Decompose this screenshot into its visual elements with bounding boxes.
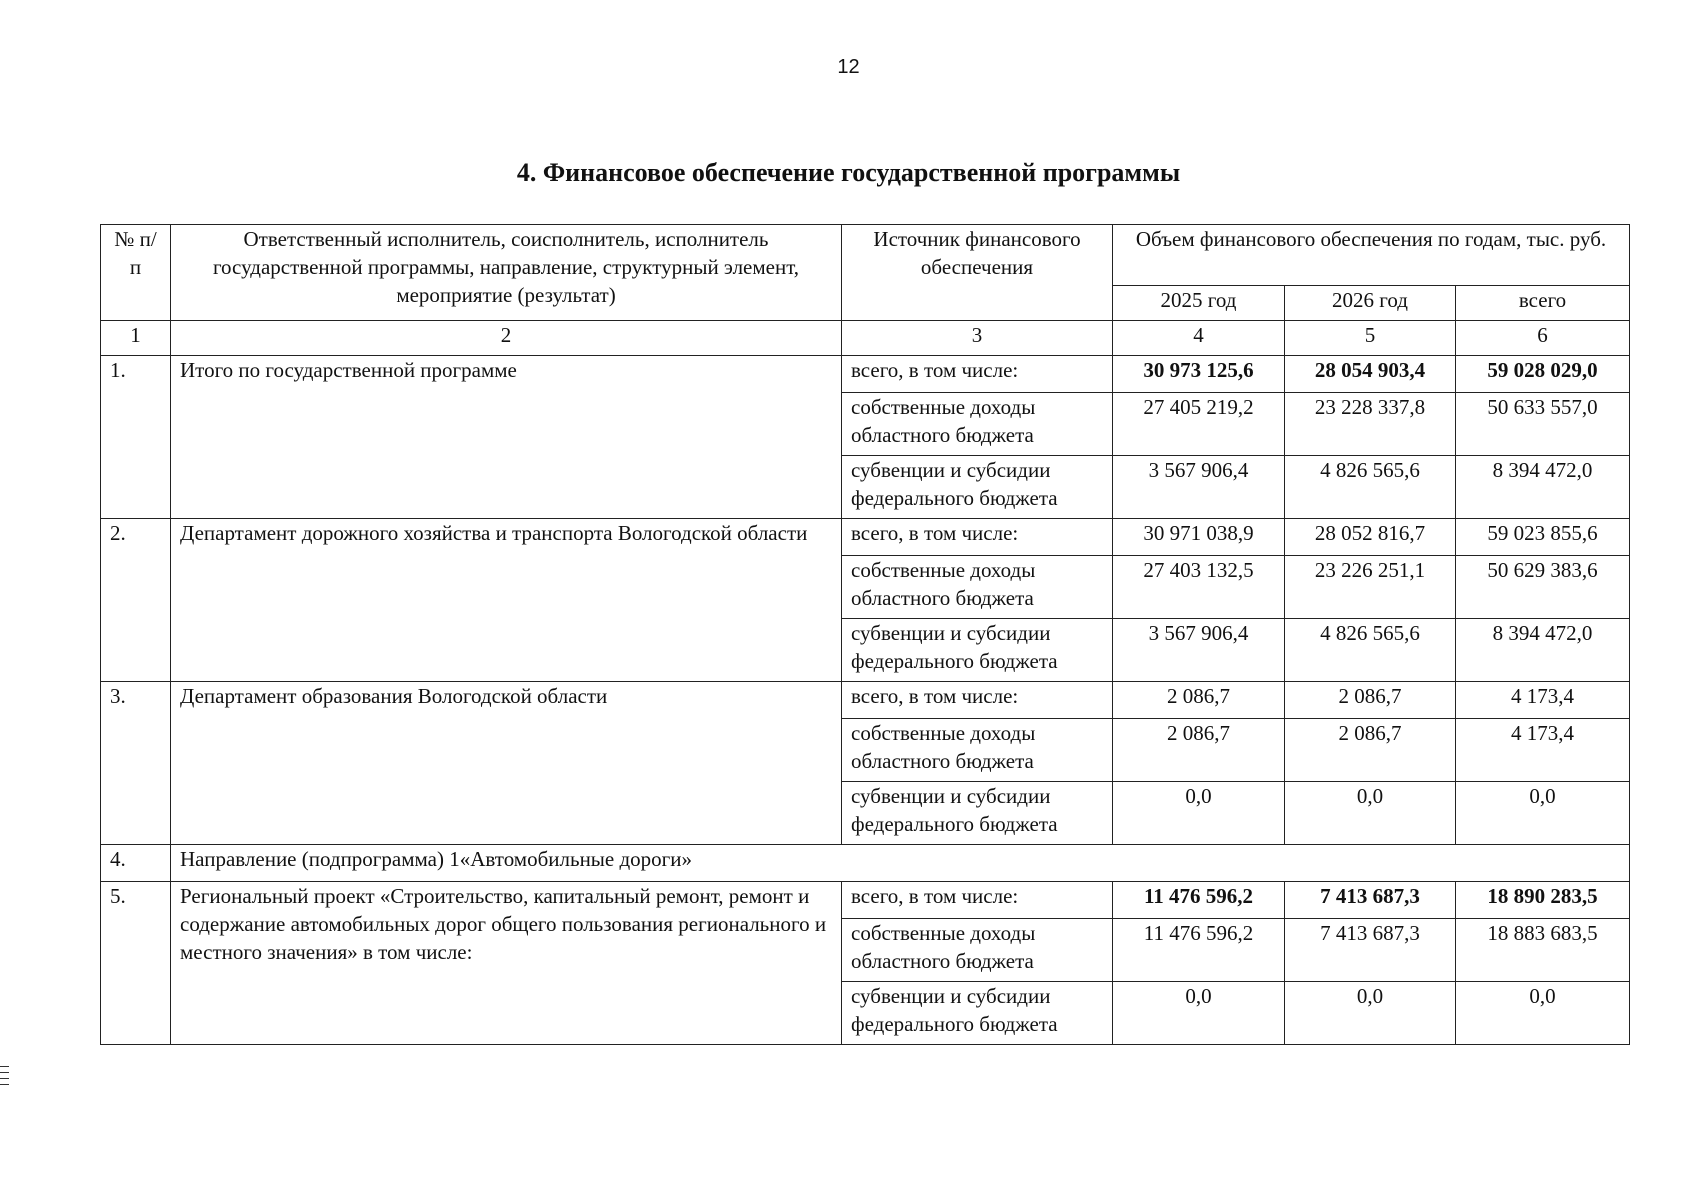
value-total: 8 394 472,0 — [1456, 456, 1630, 519]
value-total: 50 629 383,6 — [1456, 556, 1630, 619]
value-total: 4 173,4 — [1456, 682, 1630, 719]
value-2025: 3 567 906,4 — [1113, 456, 1285, 519]
value-2025: 0,0 — [1113, 982, 1285, 1045]
value-2025: 11 476 596,2 — [1113, 919, 1285, 982]
value-total: 4 173,4 — [1456, 719, 1630, 782]
row-number: 2. — [101, 519, 171, 682]
header-row — [101, 225, 1630, 286]
value-2026: 28 052 816,7 — [1285, 519, 1456, 556]
source-total: всего, в том числе: — [842, 519, 1113, 556]
column-number: 3 — [842, 321, 1113, 356]
table-row — [101, 519, 1630, 556]
source-own: собственные доходы областного бюджета — [842, 556, 1113, 619]
row-name: Департамент дорожного хозяйства и транспорта Вологодской области — [171, 519, 842, 682]
value-2025: 0,0 — [1113, 782, 1285, 845]
header-executor: Ответственный исполнитель, соисполнитель, исполнитель государственной программы, направление, структурный элемент, мероприятие (результат) — [171, 225, 842, 321]
value-total: 0,0 — [1456, 782, 1630, 845]
source-total: всего, в том числе: — [842, 882, 1113, 919]
header-volume: Объем финансового обеспечения по годам, тыс. руб. — [1113, 225, 1630, 286]
value-total: 18 883 683,5 — [1456, 919, 1630, 982]
value-2026: 0,0 — [1285, 782, 1456, 845]
table-row — [101, 682, 1630, 719]
source-federal: субвенции и субсидии федерального бюджета — [842, 782, 1113, 845]
header-source: Источник финансового обеспечения — [842, 225, 1113, 321]
column-number: 1 — [101, 321, 171, 356]
value-2026: 28 054 903,4 — [1285, 356, 1456, 393]
row-number: 5. — [101, 882, 171, 1045]
value-2026: 4 826 565,6 — [1285, 619, 1456, 682]
value-total: 59 028 029,0 — [1456, 356, 1630, 393]
value-2025: 30 973 125,6 — [1113, 356, 1285, 393]
value-2025: 2 086,7 — [1113, 719, 1285, 782]
header-2026: 2026 год — [1285, 286, 1456, 321]
margin-tick-marks — [0, 1066, 10, 1090]
header-2025: 2025 год — [1113, 286, 1285, 321]
column-number: 5 — [1285, 321, 1456, 356]
value-2026: 23 226 251,1 — [1285, 556, 1456, 619]
value-total: 18 890 283,5 — [1456, 882, 1630, 919]
value-total: 59 023 855,6 — [1456, 519, 1630, 556]
value-2026: 7 413 687,3 — [1285, 882, 1456, 919]
value-2025: 30 971 038,9 — [1113, 519, 1285, 556]
value-2025: 27 405 219,2 — [1113, 393, 1285, 456]
value-2025: 3 567 906,4 — [1113, 619, 1285, 682]
row-number: 1. — [101, 356, 171, 519]
table-row — [101, 882, 1630, 919]
table-row — [101, 356, 1630, 393]
value-total: 50 633 557,0 — [1456, 393, 1630, 456]
document-title: 4. Финансовое обеспечение государственной программы — [516, 158, 1181, 187]
source-total: всего, в том числе: — [842, 682, 1113, 719]
row-name: Итого по государственной программе — [171, 356, 842, 519]
section-row — [101, 845, 1630, 882]
row-number: 4. — [101, 845, 171, 882]
value-total: 8 394 472,0 — [1456, 619, 1630, 682]
value-2025: 11 476 596,2 — [1113, 882, 1285, 919]
value-2026: 2 086,7 — [1285, 682, 1456, 719]
value-2026: 23 228 337,8 — [1285, 393, 1456, 456]
value-2026: 0,0 — [1285, 982, 1456, 1045]
row-name: Департамент образования Вологодской области — [171, 682, 842, 845]
value-2026: 2 086,7 — [1285, 719, 1456, 782]
value-2026: 7 413 687,3 — [1285, 919, 1456, 982]
source-own: собственные доходы областного бюджета — [842, 919, 1113, 982]
column-number: 2 — [171, 321, 842, 356]
column-number: 6 — [1456, 321, 1630, 356]
value-total: 0,0 — [1456, 982, 1630, 1045]
source-federal: субвенции и субсидии федерального бюджета — [842, 619, 1113, 682]
value-2025: 27 403 132,5 — [1113, 556, 1285, 619]
value-2026: 4 826 565,6 — [1285, 456, 1456, 519]
section-name: Направление (подпрограмма) 1«Автомобильные дороги» — [171, 845, 1630, 882]
page-number: 12 — [837, 56, 860, 78]
header-num: № п/п — [101, 225, 171, 321]
column-number: 4 — [1113, 321, 1285, 356]
source-federal: субвенции и субсидии федерального бюджета — [842, 456, 1113, 519]
source-federal: субвенции и субсидии федерального бюджета — [842, 982, 1113, 1045]
column-numbers-row — [101, 321, 1630, 356]
header-total: всего — [1456, 286, 1630, 321]
source-total: всего, в том числе: — [842, 356, 1113, 393]
financing-table — [100, 224, 1630, 1045]
source-own: собственные доходы областного бюджета — [842, 719, 1113, 782]
source-own: собственные доходы областного бюджета — [842, 393, 1113, 456]
row-name: Региональный проект «Строительство, капитальный ремонт, ремонт и содержание автомобильных дорог общего пользования регионального и местного значения» в том числе: — [171, 882, 842, 1045]
row-number: 3. — [101, 682, 171, 845]
value-2025: 2 086,7 — [1113, 682, 1285, 719]
